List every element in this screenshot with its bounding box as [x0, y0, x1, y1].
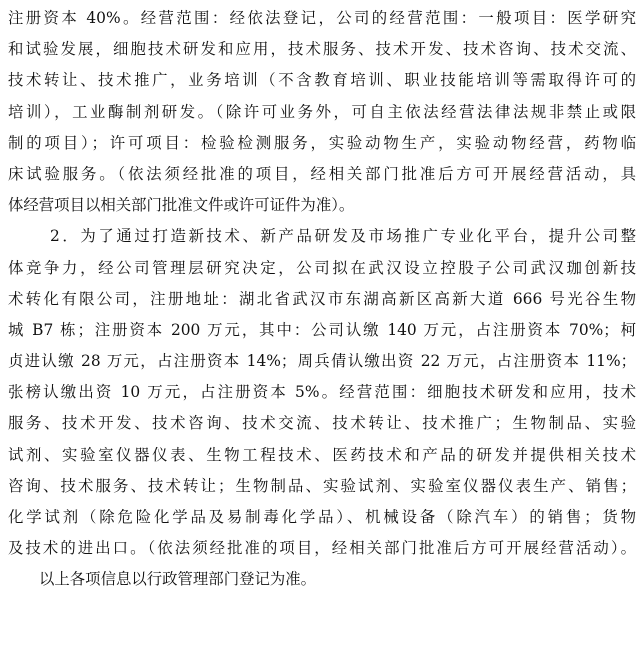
text-line: 技术转让、技术推广，业务培训（不含教育培训、职业技能培训等需取得许可的 [8, 71, 636, 90]
text-line: 体经营项目以相关部门批准文件或许可证件为准）。 [8, 196, 355, 215]
text-line: 化学试剂（除危险化学品及易制毒化学品）、机械设备（除汽车）的销售；货物 [8, 508, 636, 526]
text-line: 张榜认缴出资 10 万元，占注册资本 5%。经营范围：细胞技术研发和应用，技术 [8, 383, 636, 402]
paragraph-closing-note [8, 564, 636, 595]
text-line: 培训），工业酶制剂研发。（除许可业务外，可自主依法经营法律法规非禁止或限 [8, 102, 636, 121]
text-line: 服务、技术开发、技术咨询、技术交流、技术转让、技术推广；生物制品、实验 [8, 414, 636, 433]
text-line: 贞进认缴 28 万元，占注册资本 14%；周兵倩认缴出资 22 万元，占注册资本 11%； [8, 352, 636, 371]
text-line: 2．为了通过打造新技术、新产品研发及市场推广专业化平台，提升公司整 [50, 227, 636, 246]
text-line: 注册资本 40%。经营范围：经依法登记，公司的经营范围：一般项目：医学研究 [8, 9, 636, 27]
text-line: 及技术的进出口。（依法须经批准的项目，经相关部门批准后方可开展经营活动）。 [8, 539, 636, 558]
text-line: 以上各项信息以行政管理部门登记为准。 [39, 570, 317, 589]
text-line: 床试验服务。（依法须经批准的项目，经相关部门批准后方可开展经营活动，具 [8, 164, 636, 183]
text-line: 体竞争力，经公司管理层研究决定，公司拟在武汉设立控股子公司武汉珈创新技 [8, 258, 636, 277]
text-line: 术转化有限公司，注册地址：湖北省武汉市东湖高新区高新大道 666 号光谷生物 [8, 289, 636, 308]
text-line: 城 B7 栋；注册资本 200 万元，其中：公司认缴 140 万元，占注册资本 70%；柯 [8, 320, 636, 339]
document-body [8, 3, 636, 596]
text-line: 和试验发展，细胞技术研发和应用，技术服务、技术开发、技术咨询、技术交流、 [8, 40, 636, 59]
text-line: 咨询、技术服务、技术转让；生物制品、实验试剂、实验室仪器仪表生产、销售； [8, 476, 636, 495]
paragraph-subsidiary [8, 221, 636, 564]
paragraph-scope-continuation [8, 3, 636, 221]
text-line: 试剂、实验室仪器仪表、生物工程技术、医药技术和产品的研发并提供相关技术 [8, 445, 636, 464]
text-line: 制的项目）；许可项目：检验检测服务，实验动物生产，实验动物经营，药物临 [8, 133, 636, 152]
